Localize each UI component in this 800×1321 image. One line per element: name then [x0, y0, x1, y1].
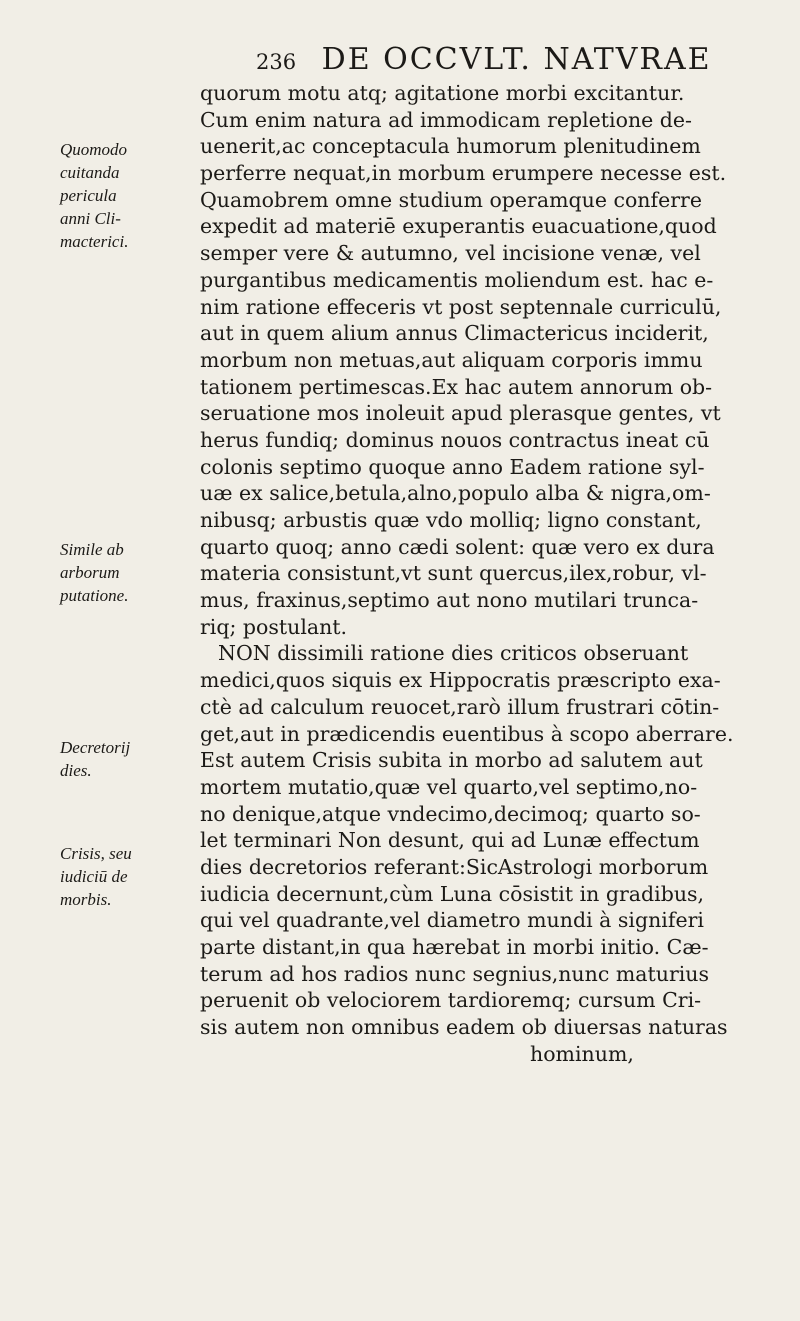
text-line: Quamobrem omne studium operamque conferre: [200, 187, 702, 212]
text-line: parte distant,in qua hærebat in morbi initio. Cæ-: [200, 935, 709, 959]
text-line: seruatione mos inoleuit apud plerasque gentes, vt: [200, 401, 721, 426]
margin-note-line: morbis.: [60, 890, 112, 909]
main-text-block: [200, 80, 778, 1067]
text-line: materia consistunt,vt sunt quercus,ilex,robur, vl-: [200, 561, 707, 586]
text-line: quorum motu atq; agitatione morbi excitantur.: [200, 81, 685, 105]
text-line: let terminari Non desunt, qui ad Lunæ effectum: [200, 828, 700, 853]
margin-note-crisis: [60, 842, 132, 911]
margin-note-line: iudiciū de: [60, 867, 128, 886]
text-line: mus, fraxinus,septimo aut nono mutilari trunca-: [200, 588, 699, 613]
margin-note-line: Decretorij: [60, 738, 131, 757]
text-line: nim ratione effeceris vt post septennale curriculū,: [200, 294, 722, 319]
page-header: [256, 42, 712, 77]
text-line: expedit ad materiē exuperantis euacuatione,quod: [200, 214, 717, 239]
text-line: nibusq; arbustis quæ vdo molliq; ligno constant,: [200, 508, 702, 532]
text-line: semper vere & autumno, vel incisione venæ, vel: [200, 241, 701, 266]
margin-note-line: arborum: [60, 563, 120, 582]
text-line: morbum non metuas,aut aliquam corporis immu: [200, 347, 703, 372]
text-line: medici,quos siquis ex Hippocratis præscripto exa-: [200, 668, 721, 693]
margin-note-decretorii: [60, 736, 130, 782]
margin-note-line: Quomodo: [60, 140, 128, 159]
text-line: Cum enim natura ad immodicam repletione de-: [200, 107, 692, 132]
running-title: DE OCCVLT. NATVRAE: [321, 42, 712, 77]
text-line: purgantibus medicamentis moliendum est. hac e-: [200, 267, 714, 292]
text-line: perferre nequat,in morbum erumpere necesse est.: [200, 161, 727, 186]
text-line: qui vel quadrante,vel diametro mundi à signiferi: [200, 908, 704, 933]
margin-note-arborum: [60, 538, 128, 607]
text-line: no denique,atque vndecimo,decimoq; quarto so-: [200, 801, 701, 826]
text-line: quarto quoq; anno cædi solent: quæ vero ex dura: [200, 534, 715, 559]
catchword: hominum,: [530, 1041, 634, 1066]
text-line: Est autem Crisis subita in morbo ad salutem aut: [200, 748, 703, 773]
text-line: mortem mutatio,quæ vel quarto,vel septimo,no-: [200, 774, 698, 799]
text-line: iudicia decernunt,cùm Luna cōsistit in gradibus,: [200, 881, 705, 906]
margin-note-line: putatione.: [60, 586, 129, 605]
text-line: NON dissimili ratione dies criticos obseruant: [218, 641, 689, 666]
text-line: riq; postulant.: [200, 614, 348, 639]
text-line: peruenit ob velociorem tardioremq; cursum Cri-: [200, 988, 702, 1013]
text-line: aut in quem alium annus Climactericus inciderit,: [200, 321, 709, 346]
margin-note-line: macterici.: [60, 232, 129, 251]
text-line: sis autem non omnibus eadem ob diuersas naturas: [200, 1015, 728, 1040]
margin-note-line: anni Cli-: [60, 209, 121, 228]
text-line: herus fundiq; dominus nouos contractus ineat cū: [200, 427, 710, 452]
text-line: tationem pertimescas.Ex hac autem annorum ob-: [200, 374, 713, 399]
margin-note-line: dies.: [60, 761, 92, 780]
text-line: get,aut in prædicendis euentibus à scopo aberrare.: [200, 721, 734, 746]
text-line: ctè ad calculum reuocet,rarò illum frustrari cōtin-: [200, 694, 720, 719]
text-line: dies decretorios referant:SicAstrologi morborum: [200, 854, 709, 879]
text-line: colonis septimo quoque anno Eadem ratione syl-: [200, 454, 705, 479]
margin-note-line: pericula: [60, 186, 117, 205]
text-line: uæ ex salice,betula,alno,populo alba & nigra,om-: [200, 481, 711, 506]
margin-note-line: Simile ab: [60, 540, 124, 559]
margin-note-line: Crisis, seu: [60, 844, 132, 863]
margin-note-climacteric: [60, 138, 128, 253]
page-number: 236: [256, 50, 297, 74]
margin-note-line: cuitanda: [60, 163, 120, 182]
text-line: terum ad hos radios nunc segnius,nunc maturius: [200, 961, 710, 986]
text-line: uenerit,ac conceptacula humorum plenitudinem: [200, 134, 701, 159]
